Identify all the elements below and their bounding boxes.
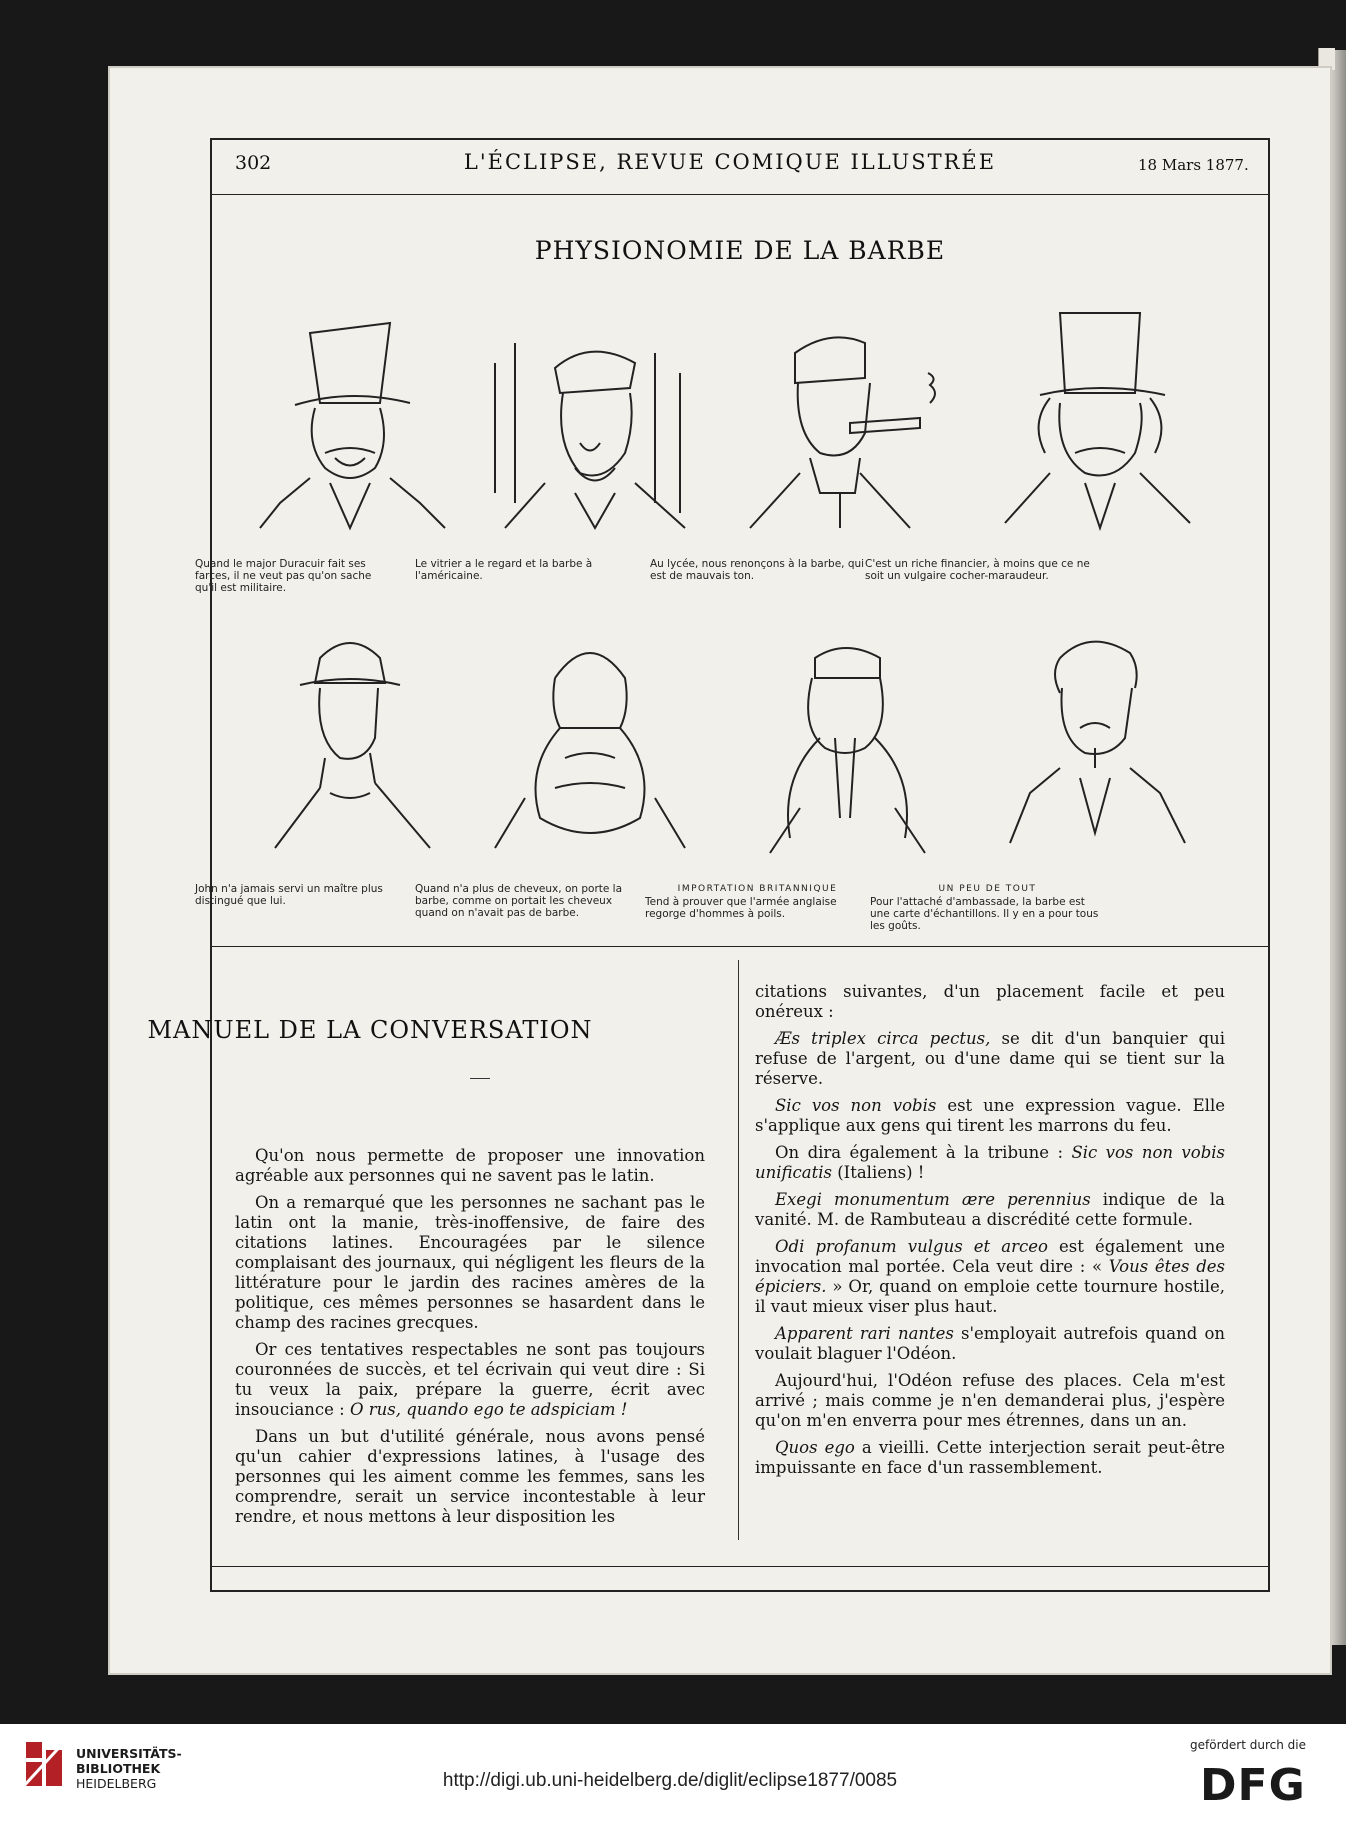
paragraph [755,1438,1225,1478]
library-line: BIBLIOTHEK [76,1761,161,1776]
latin-quote: Æs triplex circa pectus, [775,1029,991,1048]
university-library-logo-icon[interactable] [20,1738,68,1794]
caption-text: Quand n'a plus de cheveux, on porte la barbe, comme on portait les cheveux quand on n'avait pas de barbe. [415,883,623,919]
paragraph-text: s'employait autrefois quand on voulait blaguer l'Odéon. [755,1324,1225,1363]
paragraph [755,1096,1225,1136]
permalink-url[interactable]: http://digi.ub.uni-heidelberg.de/diglit/eclipse1877/0085 [442,1770,898,1791]
paragraph-text: On dira également à la tribune : [775,1143,1072,1162]
issue-date: 18 Mars 1877. [1138,156,1249,174]
caption-heading: IMPORTATION BRITANNIQUE [677,884,838,894]
latin-quote: Odi profanum vulgus et arceo [775,1237,1048,1256]
caption-1 [195,558,390,594]
portrait-john-illustration [250,618,450,858]
paragraph [755,1237,1225,1317]
paragraph: Qu'on nous permette de proposer une innovation agréable aux personnes qui ne savent pas le latin. [235,1146,705,1185]
page-number: 302 [235,152,272,174]
paragraph-text: est également une invocation mal portée. Cela veut dire : « [755,1237,1225,1276]
portrait-major-illustration [250,293,450,533]
quoted-phrase: Vous êtes des épiciers. [755,1257,1225,1296]
newspaper-page [110,68,1330,1673]
paragraph-text: a vieilli. Cette interjection serait peut-être impuissante en face d'un rassemblement. [755,1438,1225,1477]
portrait-glazier-illustration [485,293,695,533]
caption-5 [195,883,395,907]
caption-heading: UN PEU DE TOUT [938,884,1037,894]
paragraph-text: Or ces tentatives respectables ne sont pas toujours couronnées de succès, et tel écrivain qui veut dire : Si tu veux la paix, prépare la guerre, écrit avec insouciance : [235,1340,705,1419]
paragraph-text: (Italiens) ! [832,1163,925,1182]
article-title: MANUEL DE LA CONVERSATION [147,1016,593,1044]
library-line: UNIVERSITÄTS- [76,1746,182,1761]
paragraph-text: se dit d'un banquier qui refuse de l'argent, ou d'une dame qui se tient sur la réserve. [755,1029,1226,1088]
caption-4 [865,558,1095,582]
latin-quote: O rus, quando ego te adspiciam ! [349,1400,628,1419]
section-divider-rule [210,946,1270,947]
caption-text: Le vitrier a le regard et la barbe à l'américaine. [415,558,593,582]
latin-quote: Exegi monumentum ære perennius [775,1190,1091,1209]
caption-text: John n'a jamais servi un maître plus distingué que lui. [195,883,383,907]
newspaper-title: L'ÉCLIPSE, REVUE COMIQUE ILLUSTRÉE [463,150,997,174]
section-title: PHYSIONOMIE DE LA BARBE [534,236,946,265]
latin-quote: Sic vos non vobis unificatis [755,1143,1225,1182]
caption-text: Pour l'attaché d'ambassade, la barbe est une carte d'échantillons. Il y en a pour tous les goûts. [870,896,1099,932]
paragraph [755,1143,1225,1183]
funding-note: gefördert durch die [1190,1738,1306,1752]
caption-text: Quand le major Duracuir fait ses farces, il ne veut pas qu'on sache qu'il est militaire. [195,558,372,594]
caption-2 [415,558,625,582]
paragraph-text: est une expression vague. Elle s'applique aux gens qui tirent les marrons du feu. [755,1096,1225,1135]
caption-6 [415,883,625,919]
latin-quote: Apparent rari nantes [775,1324,954,1343]
caption-7 [645,883,870,920]
scan-bookmark-tab [1318,48,1335,70]
library-name[interactable] [76,1746,182,1791]
caption-text: Au lycée, nous renonçons à la barbe, qui est de mauvais ton. [650,558,865,582]
article-left-column [235,1146,705,1534]
library-line: HEIDELBERG [76,1776,157,1791]
title-dash [470,1078,490,1079]
paragraph-text: » Or, quand on emploie cette tournure hostile, il vaut mieux viser plus haut. [755,1277,1225,1316]
portrait-attache-illustration [990,618,1200,858]
portrait-financier-illustration [990,293,1200,533]
column-divider [738,960,739,1540]
bottom-rule [210,1566,1270,1567]
latin-quote: Sic vos non vobis [775,1096,937,1115]
paragraph: Dans un but d'utilité générale, nous avons pensé qu'un cahier d'expressions latines, à l'usage des personnes qui les aiment comme les femmes, sans les comprendre, serait un service incontestable à leur rendre, et nous mettons à leur disposition les [235,1427,705,1526]
paragraph [755,1324,1225,1364]
paragraph: Aujourd'hui, l'Odéon refuse des places. Cela m'est arrivé ; mais comme je n'en demanderai plus, j'espère qu'on m'en enverra pour mes étrennes, dans un an. [755,1371,1225,1430]
header-rule [210,194,1270,195]
paragraph [755,1190,1225,1230]
paragraph: citations suivantes, d'un placement facile et peu onéreux : [755,982,1225,1021]
article-right-column [755,982,1225,1485]
portrait-british-illustration [740,618,950,858]
paragraph: On a remarqué que les personnes ne sachant pas le latin ont la manie, très-inoffensive, de faire des citations latines. Encouragées par le silence complaisant des journaux, qui négligent les fleurs de la littérature pour le jardin des racines amères de la politique, ces mêmes personnes se hasardent dans le champ des racines grecques. [235,1193,705,1332]
caption-8 [870,883,1105,932]
portrait-lyceen-illustration [740,293,950,533]
caption-3 [650,558,865,582]
paragraph-text: indique de la vanité. M. de Rambuteau a discrédité cette formule. [755,1190,1226,1229]
portrait-bearded-bald-illustration [485,618,695,858]
paragraph [755,1029,1225,1089]
dfg-logo[interactable]: DFG [1200,1760,1306,1811]
caption-text: C'est un riche financier, à moins que ce ne soit un vulgaire cocher-maraudeur. [865,558,1090,582]
caption-text: Tend à prouver que l'armée anglaise regorge d'hommes à poils. [645,896,837,920]
latin-quote: Quos ego [775,1438,855,1457]
viewer-footer [0,1724,1346,1821]
paragraph [235,1340,705,1420]
